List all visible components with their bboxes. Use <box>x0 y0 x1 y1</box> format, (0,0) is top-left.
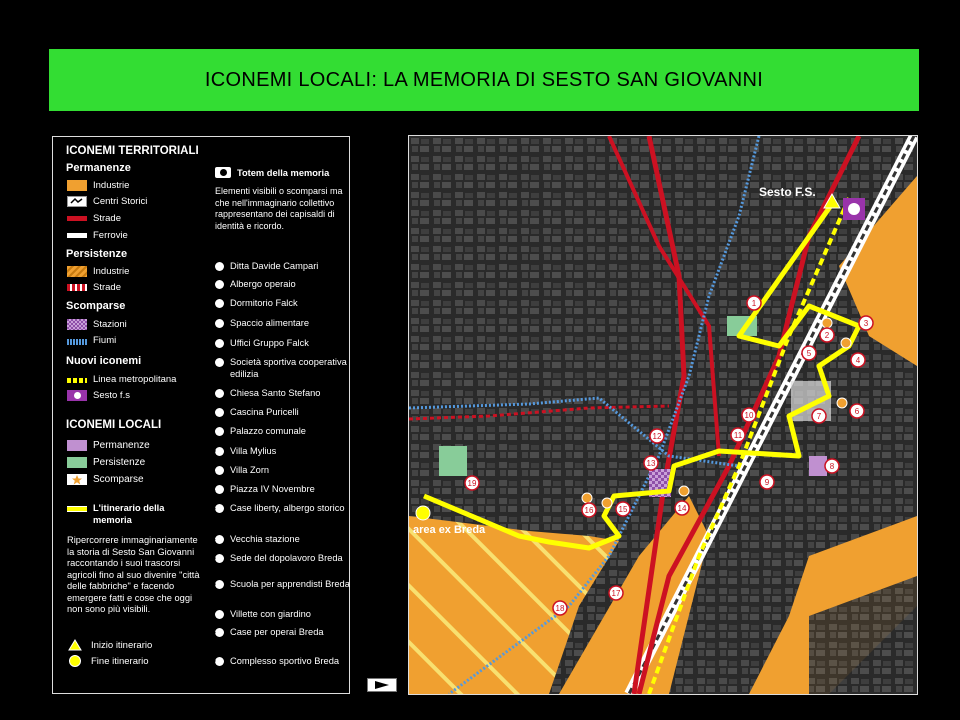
end-circle-icon <box>69 655 81 667</box>
strade-swatch <box>67 213 87 224</box>
map-marker-label: 17 <box>611 589 621 598</box>
itinerary-end-icon <box>416 506 430 520</box>
point-label: Complesso sportivo Breda <box>230 656 340 666</box>
star-icon <box>841 338 851 348</box>
point-number-badge: 12 <box>215 485 224 494</box>
legend-nuovi-metro: Linea metropolitana <box>93 374 177 385</box>
map-marker-label: 7 <box>816 412 822 421</box>
point-number-badge: 8 <box>215 408 224 417</box>
point-number-badge: 18 <box>215 628 224 637</box>
locali-pers-swatch <box>67 457 87 468</box>
title-banner <box>49 49 919 111</box>
legend-point-item <box>208 656 358 668</box>
locali-perm-swatch <box>67 440 87 451</box>
legend-itinerario-label: L'itinerario della memoria <box>93 503 165 525</box>
map-marker-label: 18 <box>555 604 565 613</box>
industry-swatch <box>67 180 87 191</box>
point-label: Albergo operaio <box>230 279 296 289</box>
legend-locali-pers: Persistenze <box>93 457 146 468</box>
point-number-badge: 6 <box>215 358 224 367</box>
map-canvas <box>409 136 917 694</box>
point-label: Sede del dopolavoro Breda <box>230 553 343 563</box>
legend-scomp-fiumi: Fiumi <box>93 335 117 346</box>
sesto-fs-label: Sesto F.S. <box>759 185 816 199</box>
point-label: Ditta Davide Campari <box>230 261 319 271</box>
point-label: Dormitorio Falck <box>230 298 298 308</box>
legend-point-item <box>210 388 358 400</box>
map-marker-label: 4 <box>855 356 861 365</box>
legend-point-item <box>208 553 358 565</box>
legend-perm-ferrovie: Ferrovie <box>93 230 128 241</box>
point-label: Palazzo comunale <box>230 426 306 436</box>
point-label: Società sportiva cooperativa edilizia <box>230 357 347 379</box>
point-number-badge: 4 <box>215 319 224 328</box>
point-number-badge: 17 <box>215 610 224 619</box>
point-number-badge: 15 <box>215 554 224 563</box>
legend-inizio: Inizio itinerario <box>91 640 153 651</box>
point-label: Scuola per apprendisti Breda <box>230 579 350 589</box>
point-number-badge: 19 <box>215 657 224 666</box>
point-number-badge: 16 <box>215 580 224 589</box>
star-icon <box>837 398 847 408</box>
point-label: Chiesa Santo Stefano <box>230 388 321 398</box>
legend-nuovi-title: Nuovi iconemi <box>66 355 142 367</box>
ferrovie-swatch <box>67 230 87 241</box>
legend-point-item <box>210 338 358 350</box>
legend-fine: Fine itinerario <box>91 656 149 667</box>
legend-point-item <box>210 407 358 419</box>
play-arrow-icon <box>375 681 389 689</box>
legend-totem-title: Totem della memoria <box>237 168 330 178</box>
point-label: Vecchia stazione <box>230 534 300 544</box>
locali-scomp-swatch <box>67 474 87 485</box>
legend-permanenze-title: Permanenze <box>66 162 131 174</box>
industry-persist-swatch <box>67 266 87 277</box>
point-label: Uffici Gruppo Falck <box>230 338 309 348</box>
point-number-badge: 2 <box>215 280 224 289</box>
legend-point-item <box>210 426 358 438</box>
legend-point-item <box>208 484 358 496</box>
point-number-badge: 1 <box>215 262 224 271</box>
star-icon <box>582 493 592 503</box>
map-marker-label: 1 <box>751 299 757 308</box>
legend-point-item <box>208 579 358 591</box>
map-marker-label: 6 <box>854 407 860 416</box>
legend-perm-industrie: Industrie <box>93 180 130 191</box>
point-number-badge: 13 <box>215 504 224 513</box>
page-title: ICONEMI LOCALI: LA MEMORIA DI SESTO SAN GIOVANNI <box>204 68 764 91</box>
map-marker-label: 10 <box>744 411 754 420</box>
point-number-badge: 14 <box>215 535 224 544</box>
star-icon <box>822 318 832 328</box>
legend-pers-industrie: Industrie <box>93 266 130 277</box>
metro-swatch <box>67 378 87 383</box>
map-marker-label: 15 <box>618 505 628 514</box>
legend-point-item <box>208 503 358 515</box>
point-number-badge: 9 <box>215 427 224 436</box>
point-number-badge: 10 <box>215 447 224 456</box>
legend-point-item <box>208 609 358 621</box>
strade-persist-swatch <box>67 282 87 293</box>
legend-point-item <box>210 318 358 330</box>
map-marker-label: 12 <box>652 432 662 441</box>
star-icon <box>602 498 612 508</box>
legend-scomparse-title: Scomparse <box>66 300 126 312</box>
legend-point-item <box>210 298 358 310</box>
legend-panel <box>52 136 350 694</box>
start-triangle-icon <box>68 639 82 651</box>
legend-pers-strade: Strade <box>93 282 121 293</box>
legend-nuovi-sesto: Sesto f.s <box>93 390 130 401</box>
legend-point-item <box>208 627 358 639</box>
legend-locali-title: ICONEMI LOCALI <box>66 419 162 431</box>
map-panel <box>408 135 918 695</box>
legend-point-item <box>208 465 358 477</box>
point-label: Villette con giardino <box>230 609 311 619</box>
point-number-badge: 11 <box>215 466 224 475</box>
point-label: Spaccio alimentare <box>230 318 310 328</box>
itinerario-swatch <box>67 506 87 512</box>
map-marker-label: 14 <box>677 504 687 513</box>
point-label: Villa Zorn <box>230 465 270 475</box>
map-marker-label: 8 <box>829 462 835 471</box>
map-marker-label: 9 <box>764 478 770 487</box>
legend-point-item <box>210 261 358 273</box>
legend-persistenze-title: Persistenze <box>66 248 128 260</box>
point-label: Case per operai Breda <box>230 627 324 637</box>
stazioni-swatch <box>67 319 87 330</box>
point-label: Villa Mylius <box>230 446 277 456</box>
point-number-badge: 5 <box>215 339 224 348</box>
point-label: Piazza IV Novembre <box>230 484 315 494</box>
fiumi-swatch <box>67 339 87 345</box>
legend-locali-scomp: Scomparse <box>93 474 144 485</box>
map-marker-label: 5 <box>806 349 812 358</box>
map-marker-label: 16 <box>584 506 594 515</box>
legend-perm-centri: Centri Storici <box>93 196 148 207</box>
legend-territoriali-title: ICONEMI TERRITORIALI <box>66 145 199 157</box>
centri-storici-swatch <box>67 196 87 207</box>
map-marker-label: 3 <box>863 319 869 328</box>
point-number-badge: 3 <box>215 299 224 308</box>
point-label: Case liberty, albergo storico <box>230 503 345 513</box>
sesto-fs-dot <box>848 203 860 215</box>
legend-perm-strade: Strade <box>93 213 121 224</box>
totem-icon <box>215 167 231 178</box>
point-number-badge: 7 <box>215 389 224 398</box>
breda-label: area ex Breda <box>413 524 486 536</box>
legend-point-item <box>208 446 358 458</box>
map-marker-label: 11 <box>733 431 743 440</box>
map-marker-label: 13 <box>646 459 656 468</box>
persistence-area-19 <box>439 446 467 476</box>
legend-scomp-stazioni: Stazioni <box>93 319 127 330</box>
sesto-fs-swatch <box>67 390 87 401</box>
legend-point-item <box>208 534 358 546</box>
point-label: Cascina Puricelli <box>230 407 299 417</box>
map-marker-label: 19 <box>467 479 477 488</box>
legend-point-item <box>210 357 358 380</box>
legend-locali-perm: Permanenze <box>93 440 150 451</box>
legend-point-item <box>210 279 358 291</box>
map-marker-label: 2 <box>824 331 830 340</box>
star-icon <box>679 486 689 496</box>
next-slide-button[interactable] <box>367 678 397 692</box>
legend-itinerario-desc: Ripercorrere immaginariamente la storia di Sesto San Giovanni raccontando i suoi trascorsi agricoli fino al suo divenire "città delle fabbriche" e facendo emergere fatti e cose che oggi non sono più visibili. <box>67 535 200 614</box>
legend-totem-desc: Elementi visibili o scomparsi ma che nell'immaginario collettivo rappresentano dei capisaldi di identità e ricordo. <box>215 186 343 231</box>
